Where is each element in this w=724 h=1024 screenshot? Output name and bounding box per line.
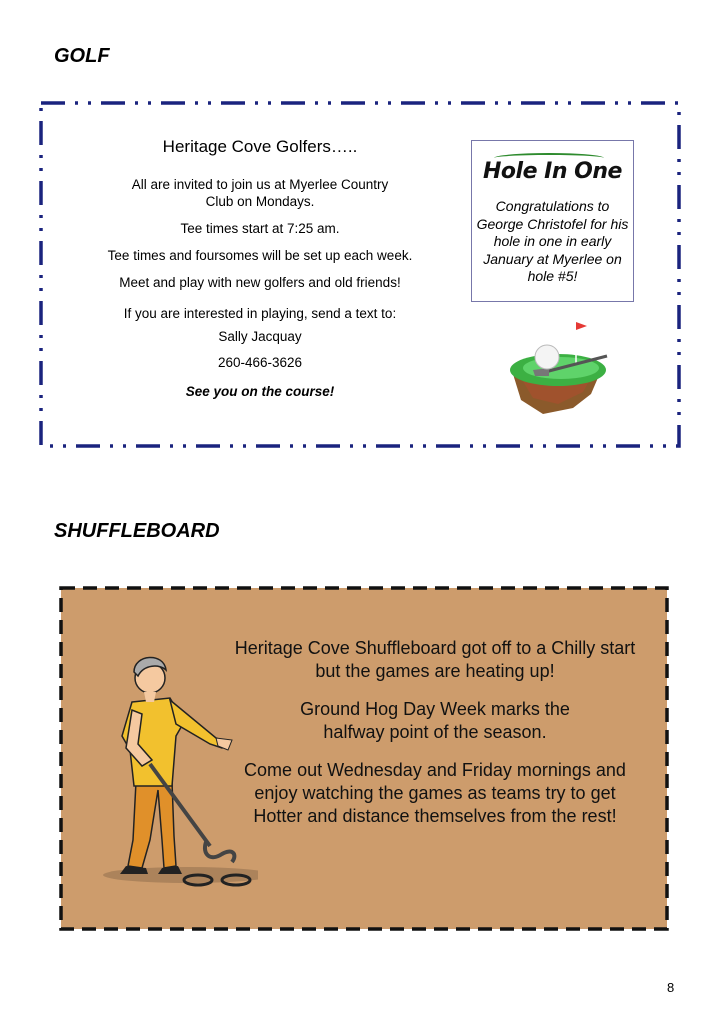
golf-closing: See you on the course!	[185, 384, 335, 400]
golf-contact-prompt: If you are interested in playing, send a text to:	[123, 305, 397, 321]
hole-in-one-box	[471, 140, 634, 302]
golf-invite-text: All are invited to join us at Myerlee Country Club on Mondays.	[131, 177, 389, 210]
logo-swoosh	[494, 153, 604, 163]
golf-info	[60, 130, 460, 411]
hole-in-one-logo: Hole In One	[472, 159, 633, 184]
golf-tee-time-text: Tee times start at 7:25 am.	[180, 221, 340, 236]
shuffleboard-paragraph-1: Heritage Cove Shuffleboard got off to a Chilly start but the games are heating up!	[234, 638, 636, 682]
golf-contact-name: Sally Jacquay	[218, 328, 302, 344]
golf-heading: Heritage Cove Golfers…..	[162, 137, 358, 156]
shuffleboard-section-title: SHUFFLEBOARD	[54, 520, 220, 542]
shuffleboard-paragraph-3: Come out Wednesday and Friday mornings and enjoy watching the games as teams try to get Hotter and distance themselves from the rest!	[244, 759, 626, 827]
golf-foursomes-text: Tee times and foursomes will be set up each week.	[107, 247, 413, 263]
golf-meet-text: Meet and play with new golfers and old friends!	[119, 274, 401, 290]
golf-contact-phone: 260-466-3626	[217, 355, 303, 371]
shuffleboard-text	[228, 637, 642, 843]
hole-in-one-text: Congratulations to George Christofel for his hole in one in early January at Myerlee on hole #5!	[476, 198, 629, 284]
shuffleboard-paragraph-2: Ground Hog Day Week marks the halfway point of the season.	[300, 698, 570, 743]
golf-section-title: GOLF	[54, 45, 110, 67]
golf-green-icon	[503, 316, 613, 421]
page-number: 8	[667, 980, 675, 995]
